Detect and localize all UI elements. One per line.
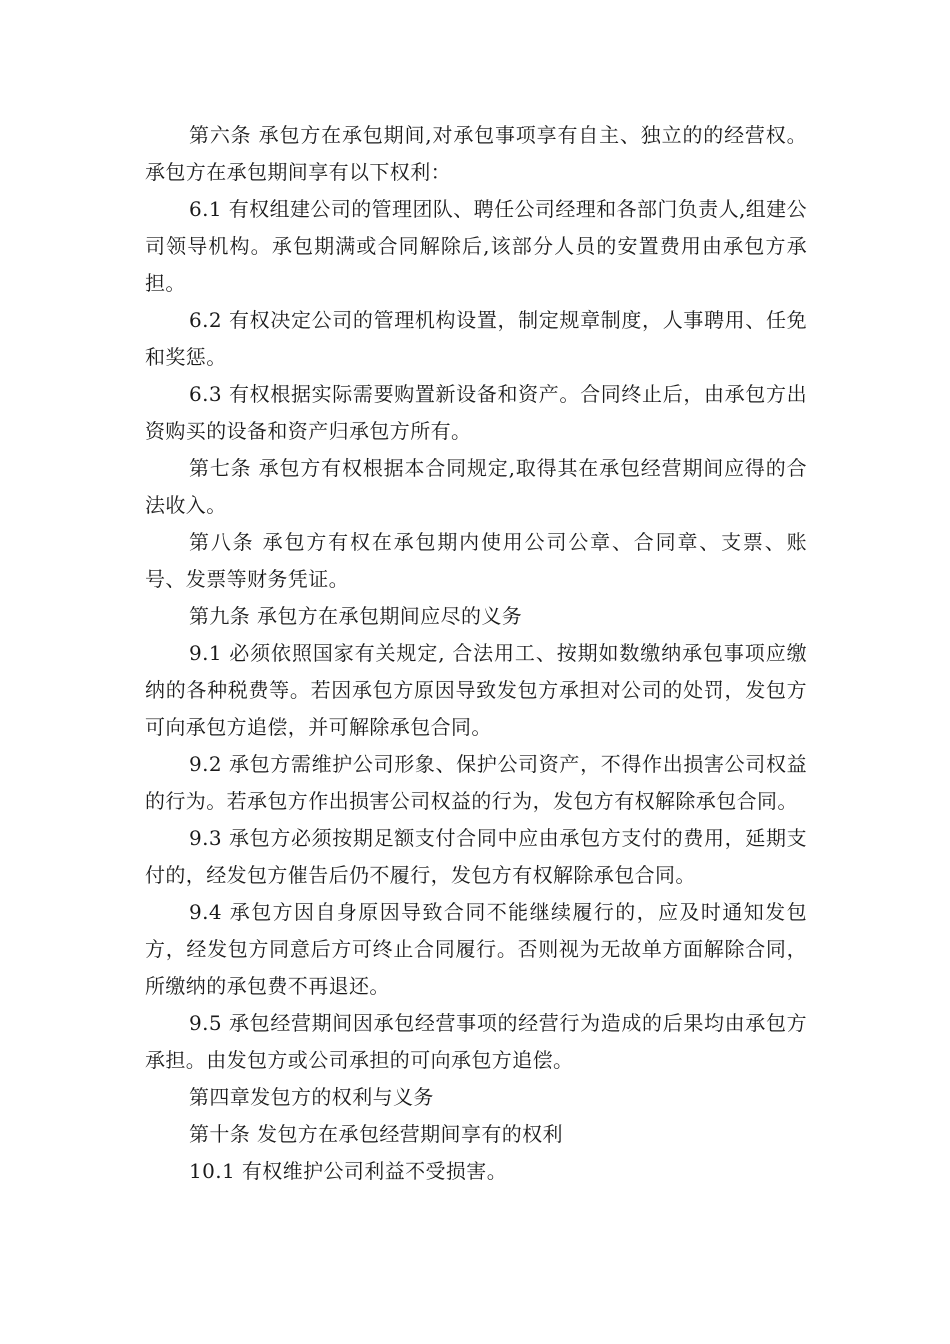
clause-6-1: 6.1 有权组建公司的管理团队、聘任公司经理和各部门负责人,组建公司领导机构。承包期满或合同解除后,该部分人员的安置费用由承包方承担。 — [145, 197, 807, 295]
clause-9-2: 9.2 承包方需维护公司形象、保护公司资产，不得作出损害公司权益的行为。若承包方作出损害公司权益的行为，发包方有权解除承包合同。 — [145, 752, 807, 813]
clause-6-2: 6.2 有权决定公司的管理机构设置，制定规章制度，人事聘用、任免和奖惩。 — [145, 308, 807, 369]
clause-6-3: 6.3 有权根据实际需要购置新设备和资产。合同终止后，由承包方出资购买的设备和资产归承包方所有。 — [145, 382, 807, 443]
article-9-heading: 第九条 承包方在承包期间应尽的义务 — [189, 604, 523, 628]
chapter-4-heading: 第四章发包方的权利与义务 — [189, 1085, 434, 1109]
clause-9-4: 9.4 承包方因自身原因导致合同不能继续履行的，应及时通知发包方，经发包方同意后方可终止合同履行。否则视为无故单方面解除合同，所缴纳的承包费不再退还。 — [145, 900, 807, 998]
clause-9-5: 9.5 承包经营期间因承包经营事项的经营行为造成的后果均由承包方承担。由发包方或公司承担的可向承包方追偿。 — [145, 1011, 807, 1072]
clause-9-1: 9.1 必须依照国家有关规定, 合法用工、按期如数缴纳承包事项应缴纳的各种税费等。若因承包方原因导致发包方承担对公司的处罚，发包方可向承包方追偿，并可解除承包合同。 — [145, 641, 807, 739]
article-10-heading: 第十条 发包方在承包经营期间享有的权利 — [189, 1122, 563, 1146]
clause-10-1: 10.1 有权维护公司利益不受损害。 — [189, 1159, 508, 1183]
document-body — [145, 117, 807, 1190]
article-8: 第八条 承包方有权在承包期内使用公司公章、合同章、支票、账号、发票等财务凭证。 — [145, 530, 807, 591]
article-7: 第七条 承包方有权根据本合同规定,取得其在承包经营期间应得的合法收入。 — [145, 456, 807, 517]
clause-9-3: 9.3 承包方必须按期足额支付合同中应由承包方支付的费用，延期支付的，经发包方催告后仍不履行，发包方有权解除承包合同。 — [145, 826, 807, 887]
article-6-intro: 第六条 承包方在承包期间,对承包事项享有自主、独立的的经营权。承包方在承包期间享有以下权利： — [145, 123, 807, 184]
